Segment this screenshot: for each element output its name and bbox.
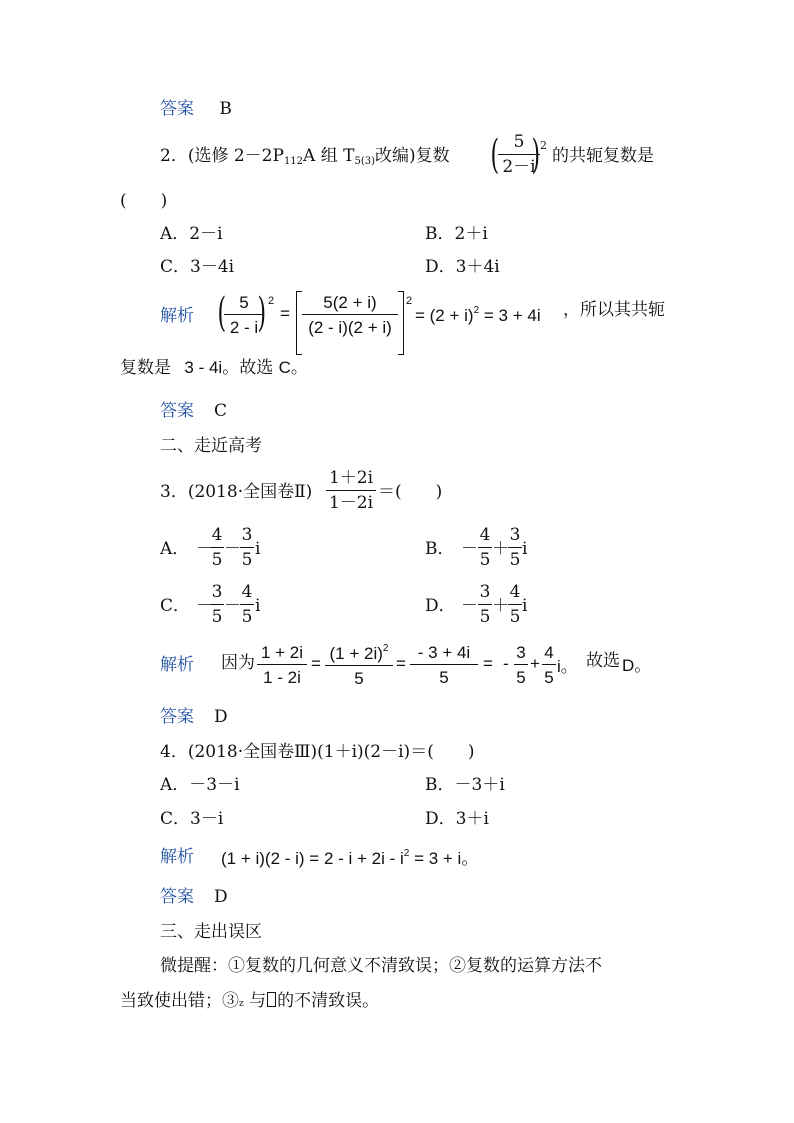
imag-unit: i <box>522 596 528 616</box>
sign: － <box>224 539 241 559</box>
fraction: 4 5 <box>241 582 253 627</box>
q2-source-post: 改编)复数 <box>375 146 450 166</box>
section-heading: 二、走近高考 <box>160 436 262 456</box>
fraction: 4 5 <box>479 525 491 570</box>
q2-source-sub2: 5(3) <box>354 156 375 167</box>
sol-fraction: $(1 + 2i)^2$ 5 <box>325 644 393 687</box>
q3-answer: 答案 D <box>160 707 228 727</box>
imag-unit: i <box>255 596 261 616</box>
q2-source-mid: A 组 T <box>303 146 355 166</box>
answer-value: B <box>219 99 232 119</box>
equals: = <box>311 654 321 673</box>
sol-fraction: 4 5 <box>542 644 556 686</box>
solution-label: 解析 <box>160 306 194 326</box>
because: 因为 <box>221 653 255 673</box>
q2-answer: 答案 C <box>160 401 228 421</box>
fraction: 3 5 <box>241 525 253 570</box>
sign: + <box>530 654 540 673</box>
fraction: 3 5 <box>479 582 491 627</box>
sol-fraction: 3 5 <box>514 644 528 686</box>
answer-label: 答案 <box>160 99 194 119</box>
right-bracket <box>398 291 404 355</box>
denominator: 2－i <box>502 157 536 177</box>
sol-fraction: 1 + 2i 1 - 2i <box>257 644 307 686</box>
q2-source-sub1: 112 <box>283 156 304 167</box>
q4-solution: $(1 + i)(2 - i) = 2 - i + 2i - i^2 = 3 + i$。 <box>221 848 479 868</box>
sol-rest: = $(2 + i)^2 = 3 + 4i$ <box>415 305 541 325</box>
q4-option-c: C．3－i <box>160 809 224 829</box>
section-heading: 三、走出误区 <box>160 922 262 942</box>
q4-stem: 4．(2018·全国卷Ⅲ)(1＋i)(2－i)＝( ) <box>160 742 475 762</box>
equals: = <box>396 654 406 673</box>
exponent: 2 <box>540 139 547 152</box>
q2-option-b: B．2＋i <box>425 224 488 244</box>
sol-tail: ，所以其共轭 <box>563 300 665 320</box>
fraction: 3 5 <box>509 525 521 570</box>
solution-label: 解析 <box>160 655 194 675</box>
z-bar-symbol: z <box>239 999 244 1009</box>
answer-blank: ( ) <box>120 191 168 211</box>
q4-option-b: B．－3＋i <box>425 775 505 795</box>
q3-option-a-letter: A． <box>160 539 190 559</box>
equals: = <box>280 304 290 323</box>
imag-unit: i <box>522 539 528 559</box>
imag-unit: i。 <box>557 657 578 676</box>
fraction: 4 5 <box>509 582 521 627</box>
exponent: 2 <box>406 295 413 307</box>
q3-option-b-letter: B． <box>425 539 455 559</box>
q4-option-d: D．3＋i <box>425 809 489 829</box>
q4-option-a: A．－3－i <box>160 775 240 795</box>
q3-option-c-letter: C． <box>160 596 191 616</box>
tip-line-2: 当致使出错；③z 与 的不清致误。 <box>120 991 380 1011</box>
sol-line2: 复数是 3 - 4i。故选 C。 <box>120 358 308 378</box>
q2-stem-tail: 的共轭复数是 <box>552 146 654 166</box>
tip-line-1: 微提醒：①复数的几何意义不清致误；②复数的运算方法不 <box>160 956 602 976</box>
q3-tail: ＝( ) <box>378 482 443 502</box>
sol-fraction: - 3 + 4i 5 <box>410 644 478 686</box>
exponent: 2 <box>268 295 275 307</box>
choice: D。 <box>622 656 652 675</box>
q2-stem <box>160 148 450 167</box>
q4-answer: 答案 D <box>160 887 228 907</box>
right-paren: ) <box>257 290 267 336</box>
q3-stem: 3．(2018·全国卷Ⅱ) <box>160 482 313 502</box>
sol-fraction-2: 5(2 + i) (2 - i)(2 + i) <box>302 294 398 336</box>
sign: － <box>461 539 478 559</box>
q3-fraction: 1＋2i 1－2i <box>326 470 376 512</box>
q3-option-d-letter: D． <box>425 596 456 616</box>
q2-option-d: D．3＋4i <box>425 257 500 277</box>
q2-option-a: A．2－i <box>160 224 223 244</box>
right-paren: ) <box>531 132 541 178</box>
numerator: 5 <box>513 132 525 152</box>
solution-label: 解析 <box>160 847 194 867</box>
fraction: 3 5 <box>211 582 223 627</box>
q1-answer <box>160 101 232 118</box>
sign: - <box>503 654 509 673</box>
fraction: 4 5 <box>211 525 223 570</box>
equals: = <box>483 654 493 673</box>
missing-glyph-box <box>267 992 276 1007</box>
sign: － <box>461 596 478 616</box>
q2-option-c: C．3－4i <box>160 257 235 277</box>
sign: － <box>196 539 213 559</box>
choose: 故选 <box>586 651 620 671</box>
left-paren: ( <box>217 290 227 336</box>
q2-source: (选修 2－2P <box>187 146 284 166</box>
sign: ＋ <box>492 539 509 559</box>
sign: ＋ <box>492 596 509 616</box>
sign: － <box>196 596 213 616</box>
sign: － <box>224 596 241 616</box>
question-number: 2． <box>160 146 188 166</box>
left-paren: ( <box>490 132 500 178</box>
sol-fraction-1: 5 2 - i <box>224 294 264 336</box>
imag-unit: i <box>255 539 261 559</box>
